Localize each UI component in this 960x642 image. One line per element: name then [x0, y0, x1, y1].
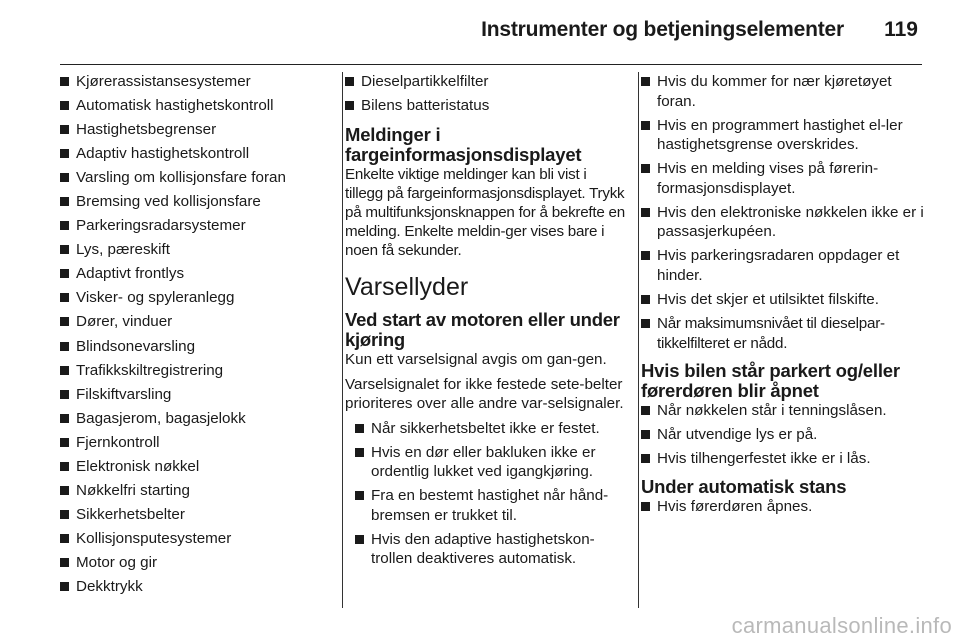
bullet-square-icon — [60, 245, 69, 254]
bullet-square-icon — [60, 534, 69, 543]
bullet-square-icon — [641, 77, 650, 86]
bullet-square-icon — [641, 319, 650, 328]
bullet-square-icon — [60, 462, 69, 471]
list-item: Lys, pæreskift — [60, 240, 342, 260]
bullet-square-icon — [355, 448, 364, 457]
list-item: Hvis du kommer for nær kjøretøyet foran. — [641, 72, 925, 111]
list-item: Når maksimumsnivået til dieselpar-tikkelfilteret er nådd. — [641, 314, 925, 353]
bullet-square-icon — [60, 342, 69, 351]
bullet-square-icon — [60, 317, 69, 326]
bullet-square-icon — [641, 502, 650, 511]
list-item: Hastighetsbegrenser — [60, 120, 342, 140]
list-item: Bagasjerom, bagasjelokk — [60, 409, 342, 429]
list-item: Motor og gir — [60, 553, 342, 573]
bullet-square-icon — [60, 582, 69, 591]
list-item: Kjørerassistansesystemer — [60, 72, 342, 92]
list-item: Hvis en dør eller bakluken ikke er ordentlig lukket ved igangkjøring. — [355, 443, 628, 482]
paragraph: Enkelte viktige meldinger kan bli vist i tillegg på fargeinformasjonsdisplayet. Trykk på multifunksjonsknappen for å bekrefte en melding. Enkelte meldin-ger vises bare i noen få sekunder. — [345, 165, 625, 259]
bullet-square-icon — [641, 454, 650, 463]
list-item: Sikkerhetsbelter — [60, 505, 342, 525]
column-divider — [638, 72, 639, 608]
bullet-square-icon — [641, 208, 650, 217]
bullet-square-icon — [641, 406, 650, 415]
column-1 — [60, 72, 342, 601]
list-item: Hvis tilhengerfestet ikke er i lås. — [641, 449, 925, 469]
list-item: Hvis den elektroniske nøkkelen ikke er i passasjerkupéen. — [641, 203, 925, 242]
list-item: Hvis en melding vises på førerin-formasjonsdisplayet. — [641, 159, 925, 198]
bullet-square-icon — [641, 251, 650, 260]
list-item: Kollisjonsputesystemer — [60, 529, 342, 549]
bullet-square-icon — [641, 164, 650, 173]
bullet-list — [355, 419, 628, 569]
bullet-square-icon — [355, 424, 364, 433]
section-title-varsellyder: Varsellyder — [345, 272, 469, 301]
list-item: Parkeringsradarsystemer — [60, 216, 342, 236]
bullet-square-icon — [60, 486, 69, 495]
bullet-list — [60, 72, 342, 596]
paragraph: Kun ett varselsignal avgis om gan-gen. — [345, 350, 607, 368]
column-2 — [345, 72, 628, 573]
bullet-square-icon — [641, 295, 650, 304]
list-item: Hvis det skjer et utilsiktet filskifte. — [641, 290, 925, 310]
watermark: carmanualsonline.info — [731, 613, 952, 638]
section-heading-parked: Hvis bilen står parkert og/eller førerdøren blir åpnet — [641, 360, 900, 402]
page-number: 119 — [884, 18, 918, 41]
list-item: Filskiftvarsling — [60, 385, 342, 405]
bullet-square-icon — [345, 101, 354, 110]
list-item: Fra en bestemt hastighet når hånd-bremsen er trukket til. — [355, 486, 628, 525]
paragraph: Varselsignalet for ikke festede sete-belter prioriteres over alle andre var-selsignaler. — [345, 375, 624, 412]
section-heading-auto-stop: Under automatisk stans — [641, 475, 847, 497]
page-header — [60, 0, 922, 65]
bullet-square-icon — [60, 390, 69, 399]
list-item: Visker- og spyleranlegg — [60, 288, 342, 308]
bullet-square-icon — [60, 558, 69, 567]
list-item: Fjernkontroll — [60, 433, 342, 453]
list-item: Dekktrykk — [60, 577, 342, 597]
bullet-square-icon — [60, 510, 69, 519]
list-item: Hvis en programmert hastighet el-ler hastighetsgrense overskrides. — [641, 116, 925, 155]
bullet-square-icon — [60, 125, 69, 134]
bullet-list — [641, 401, 925, 469]
list-item: Adaptivt frontlys — [60, 264, 342, 284]
list-item: Hvis førerdøren åpnes. — [641, 497, 925, 517]
bullet-list — [641, 72, 925, 353]
bullet-square-icon — [641, 430, 650, 439]
list-item: Når utvendige lys er på. — [641, 425, 925, 445]
bullet-square-icon — [355, 491, 364, 500]
bullet-square-icon — [60, 101, 69, 110]
section-heading-messages: Meldinger i fargeinformasjonsdisplayet — [345, 123, 582, 165]
list-item: Elektronisk nøkkel — [60, 457, 342, 477]
bullet-list — [345, 72, 628, 116]
column-3 — [641, 72, 925, 521]
list-item: Når nøkkelen står i tenningslåsen. — [641, 401, 925, 421]
list-item: Hvis parkeringsradaren oppdager et hinder. — [641, 246, 925, 285]
bullet-list — [641, 497, 925, 517]
list-item: Bilens batteristatus — [345, 96, 628, 116]
list-item: Nøkkelfri starting — [60, 481, 342, 501]
page-title: Instrumenter og betjeningselementer — [481, 18, 844, 41]
list-item: Dieselpartikkelfilter — [345, 72, 628, 92]
list-item: Hvis den adaptive hastighetskon-trollen deaktiveres automatisk. — [355, 530, 628, 569]
bullet-square-icon — [60, 293, 69, 302]
column-divider — [342, 72, 343, 608]
bullet-square-icon — [60, 366, 69, 375]
list-item: Dører, vinduer — [60, 312, 342, 332]
list-item: Blindsonevarsling — [60, 337, 342, 357]
bullet-square-icon — [60, 173, 69, 182]
list-item: Automatisk hastighetskontroll — [60, 96, 342, 116]
list-item: Når sikkerhetsbeltet ikke er festet. — [355, 419, 628, 439]
section-heading-start: Ved start av motoren eller under kjøring — [345, 308, 620, 350]
bullet-square-icon — [60, 149, 69, 158]
bullet-square-icon — [60, 269, 69, 278]
list-item: Bremsing ved kollisjonsfare — [60, 192, 342, 212]
bullet-square-icon — [60, 221, 69, 230]
bullet-square-icon — [60, 197, 69, 206]
list-item: Trafikkskiltregistrering — [60, 361, 342, 381]
list-item: Adaptiv hastighetskontroll — [60, 144, 342, 164]
bullet-square-icon — [355, 535, 364, 544]
list-item: Varsling om kollisjonsfare foran — [60, 168, 342, 188]
bullet-square-icon — [345, 77, 354, 86]
bullet-square-icon — [60, 438, 69, 447]
bullet-square-icon — [641, 121, 650, 130]
bullet-square-icon — [60, 77, 69, 86]
bullet-square-icon — [60, 414, 69, 423]
